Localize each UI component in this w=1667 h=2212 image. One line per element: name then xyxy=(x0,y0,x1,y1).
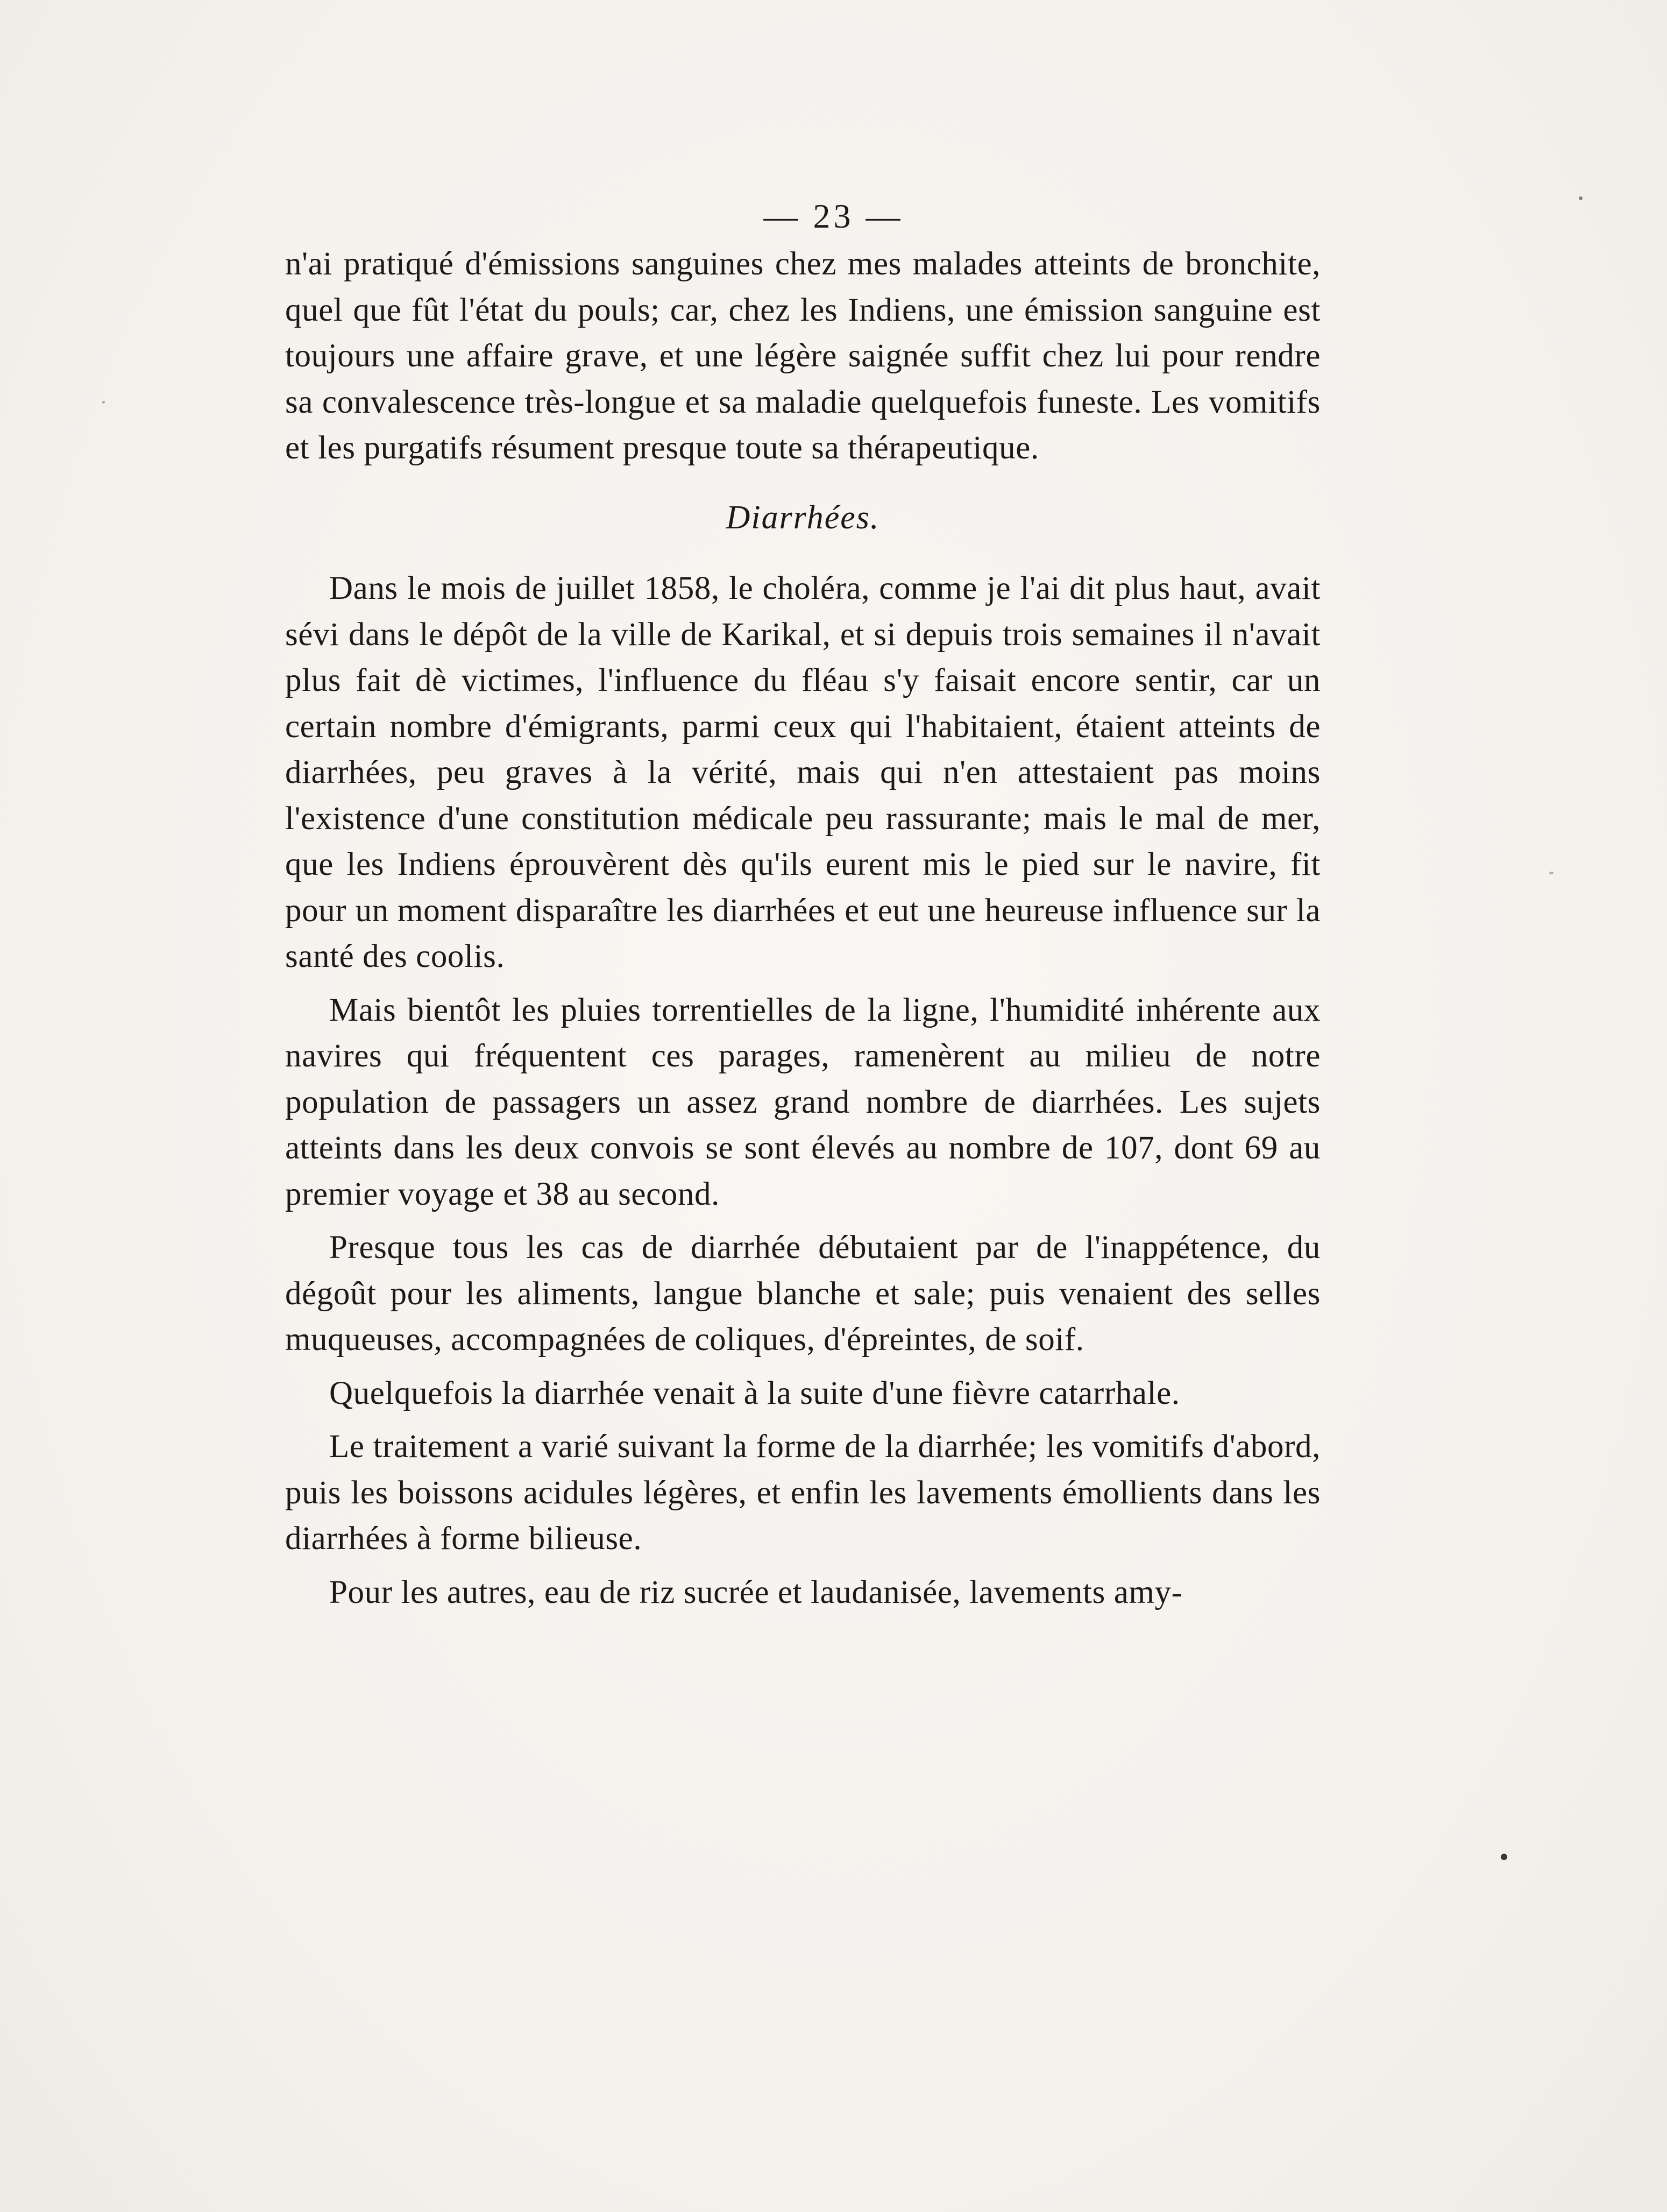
paper-speck xyxy=(1579,196,1583,200)
opening-paragraph: n'ai pratiqué d'émissions sanguines chez mes malades atteints de bronchite, quel que fût l'état du pouls; car, chez les Indiens, une émission sanguine est toujours une affaire grave, et une légère saignée suffit chez lui pour rendre sa convalescence très-longue et sa maladie quelquefois funeste. Les vomitifs et les purgatifs résument presque toute sa thérapeutique. xyxy=(285,246,1321,466)
body-text xyxy=(285,241,1321,1615)
section-heading: Diarrhées. xyxy=(726,499,880,536)
page-number: — 23 — xyxy=(763,197,904,235)
paragraph-2: Mais bientôt les pluies torrentielles de la ligne, l'humidité inhérente aux navires qui fréquentent ces parages, ramenèrent au milieu de notre population de passagers un assez grand nombre de diarrhées. Les sujets atteints dans les deux convois se sont élevés au nombre de 107, dont 69 au premier voyage et 38 au second. xyxy=(285,992,1321,1212)
paragraph-4: Quelquefois la diarrhée venait à la suite d'une fièvre catarrhale. xyxy=(329,1375,1180,1411)
paragraph-5: Le traitement a varié suivant la forme de la diarrhée; les vomitifs d'abord, puis les boissons acidules légères, et enfin les lavements émollients dans les diarrhées à forme bilieuse. xyxy=(285,1429,1321,1557)
paragraph-6: Pour les autres, eau de riz sucrée et laudanisée, lavements amy- xyxy=(329,1574,1183,1610)
paper-speck xyxy=(1549,872,1553,874)
paper-speck xyxy=(1501,1854,1507,1860)
paragraph-1: Dans le mois de juillet 1858, le choléra, comme je l'ai dit plus haut, avait sévi dans le dépôt de la ville de Karikal, et si depuis trois semaines il n'avait plus fait dè victimes, l'influence du fléau s'y faisait encore sentir, car un certain nombre d'émigrants, parmi ceux qui l'habitaient, étaient atteints de diarrhées, peu graves à la vérité, mais qui n'en attestaient pas moins l'existence d'une constitution médicale peu rassurante; mais le mal de mer, que les Indiens éprouvèrent dès qu'ils eurent mis le pied sur le navire, fit pour un moment disparaître les diarrhées et eut une heureuse influence sur la santé des coolis. xyxy=(285,570,1321,974)
paper-speck xyxy=(102,401,105,404)
paragraph-3: Presque tous les cas de diarrhée débutaient par de l'inappétence, du dégoût pour les aliments, langue blanche et sale; puis venaient des selles muqueuses, accompagnées de coliques, d'épreintes, de soif. xyxy=(285,1229,1321,1358)
